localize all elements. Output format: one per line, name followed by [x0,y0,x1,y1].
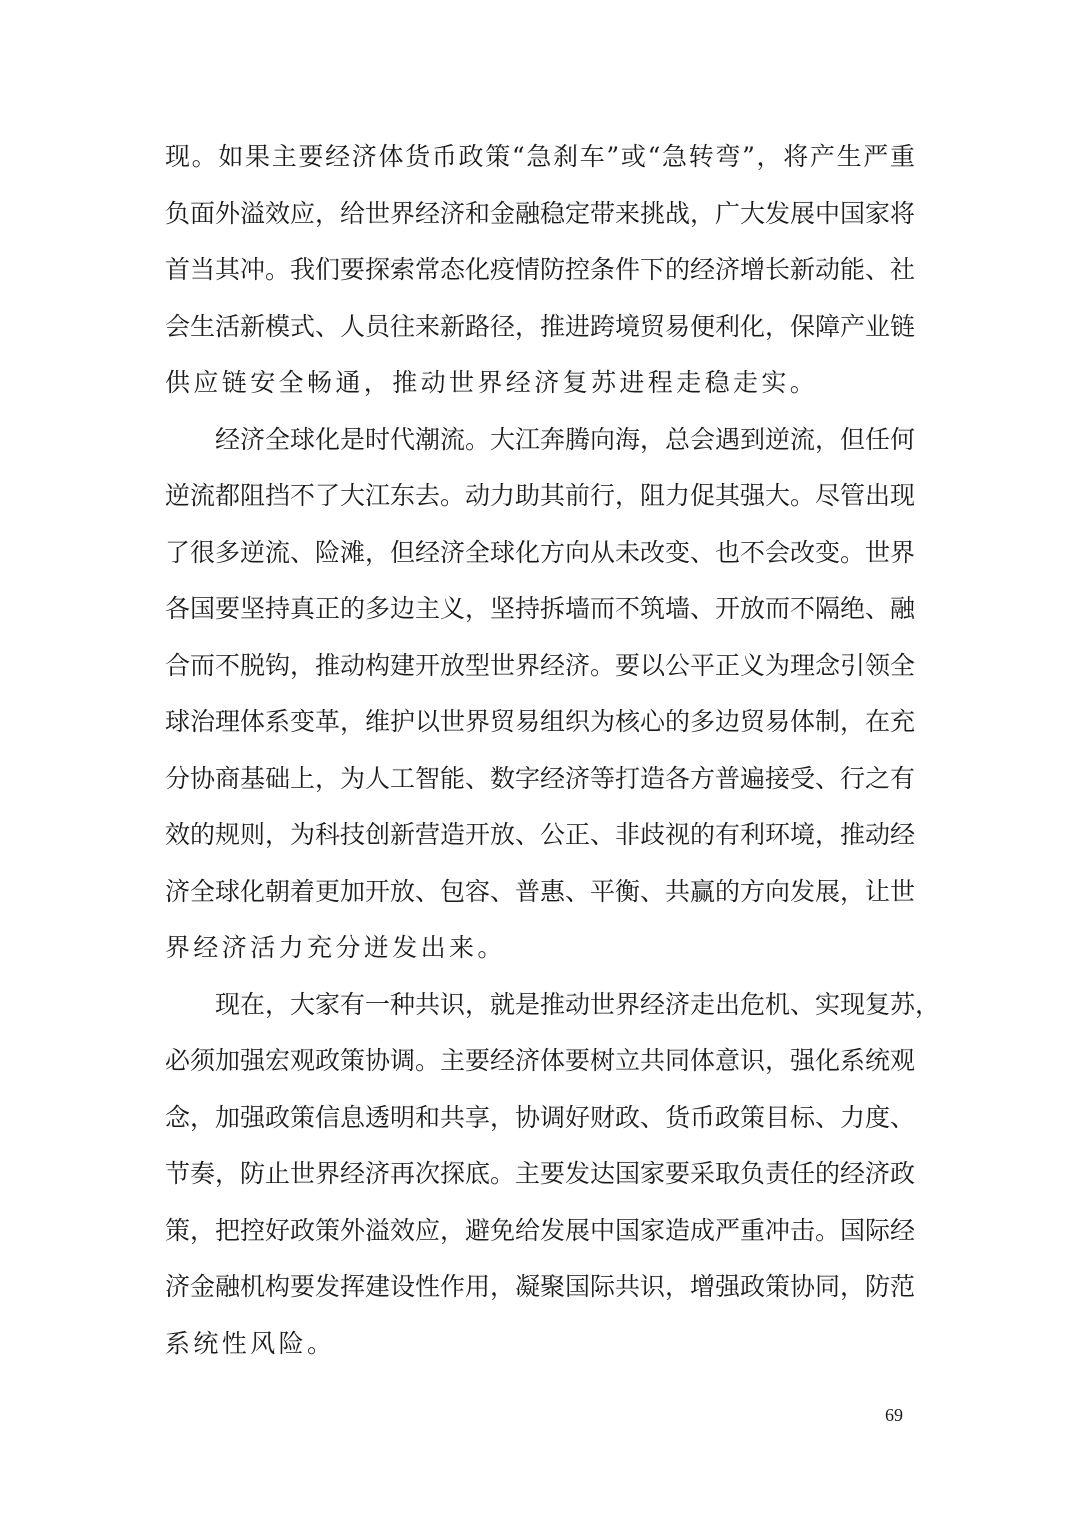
text-line: 经济全球化是时代潮流。大江奔腾向海，总会遇到逆流，但任何 [215,424,916,454]
text-line: 现在，大家有一种共识，就是推动世界经济走出危机、实现复苏， [215,989,941,1019]
text-line: 系统性风险。 [165,1328,336,1358]
page-number: 69 [885,1405,903,1425]
text-line: 球治理体系变革，维护以世界贸易组织为核心的多边贸易体制，在充 [165,707,916,736]
text-line: 供应链安全畅通，推动世界经济复苏进程走稳走实。 [165,368,819,397]
text-line: 效的规则，为科技创新营造开放、公正、非歧视的有利环境，推动经 [165,820,916,849]
text-line: 念，加强政策信息透明和共享，协调好财政、货币政策目标、力度、 [165,1102,916,1132]
text-line: 各国要坚持真正的多边主义，坚持拆墙而不筑墙、开放而不隔绝、融 [165,594,916,623]
text-line: 必须加强宏观政策协调。主要经济体要树立共同体意识，强化系统观 [165,1046,916,1075]
text-line: 济全球化朝着更加开放、包容、普惠、平衡、共赢的方向发展，让世 [165,876,916,906]
text-line: 现。如果主要经济体货币政策“急刹车”或“急转弯”，将产生严重 [165,142,915,171]
text-line: 节奏，防止世界经济再次探底。主要发达国家要采取负责任的经济政 [165,1159,916,1188]
text-line: 合而不脱钩，推动构建开放型世界经济。要以公平正义为理念引领全 [165,650,916,680]
text-line: 策，把控好政策外溢效应，避免给发展中国家造成严重冲击。国际经 [165,1215,916,1245]
text-line: 济金融机构要发挥建设性作用，凝聚国际共识，增强政策协同，防范 [165,1272,916,1301]
text-line: 负面外溢效应，给世界经济和金融稳定带来挑战，广大发展中国家将 [165,198,916,228]
text-line: 首当其冲。我们要探索常态化疫情防控条件下的经济增长新动能、社 [165,255,916,284]
text-line: 界经济活力充分迸发出来。 [165,933,506,962]
text-line: 逆流都阻挡不了大江东去。动力助其前行，阻力促其强大。尽管出现 [165,481,916,510]
text-line: 会生活新模式、人员往来新路径，推进跨境贸易便利化，保障产业链 [165,311,916,341]
text-line: 分协商基础上，为人工智能、数字经济等打造各方普遍接受、行之有 [165,763,916,793]
text-line: 了很多逆流、险滩，但经济全球化方向从未改变、也不会改变。世界 [165,537,916,567]
